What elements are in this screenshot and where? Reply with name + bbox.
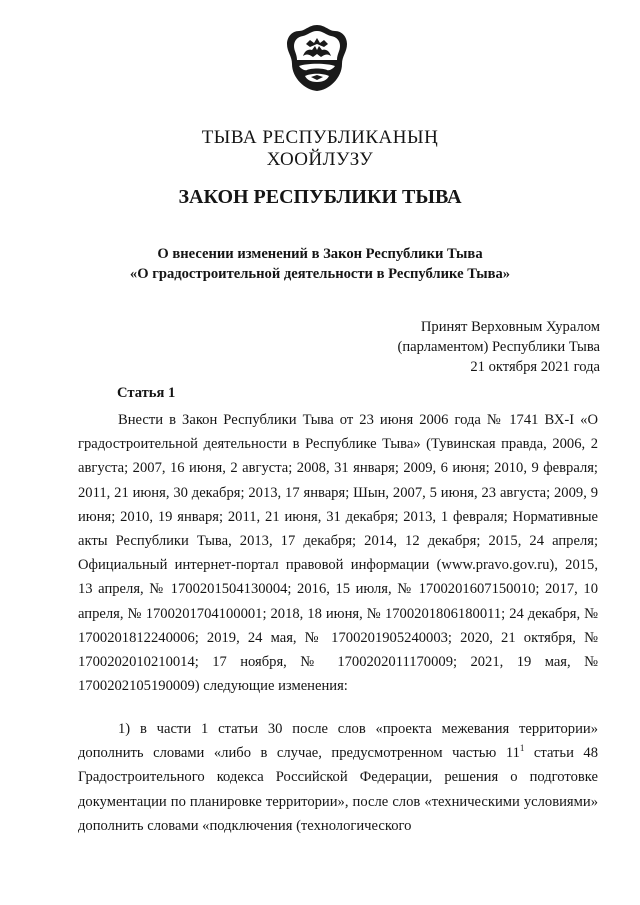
paragraph-2-text-start: 1) в части 1 статьи 30 после слов «проекта межевания территории» дополнить словами «либо в случае, предусмотренном частью 11 [78, 721, 598, 762]
header-line-2: ХООЙЛУЗУ [266, 149, 374, 170]
paragraph-2-superscript: 1 [519, 743, 525, 754]
law-title: ЗАКОН РЕСПУБЛИКИ ТЫВА [178, 186, 462, 208]
subtitle-line-2: «О градостроительной деятельности в Республике Тыва» [129, 266, 511, 282]
adopted-line-1: Принят Верховным Хуралом [420, 319, 600, 335]
paragraph-2-text-end: статьи 48 Градостроительного кодекса Российской Федерации, решения о подготовке документации по планировке территории», после слов «техническими условиями» дополнить словами «подключения (технологического [78, 745, 598, 834]
header-line-1: ТЫВА РЕСПУБЛИКАНЫҢ [201, 127, 439, 148]
article-paragraph-1: Внести в Закон Республики Тыва от 23 июня 2006 года № 1741 ВХ-I «О градостроительной деятельности в Республике Тыва» (Тувинская правда, 2006, 2 августа; 2007, 16 июня, 2 августа; 2008, 31 января; 2009, 6 июня; 2010, 9 февраля; 2011, 21 июня, 30 декабря; 2013, 17 января; Шын, 2007, 5 июня, 23 августа; 2009, 9 июня; 2010, 19 января; 2011, 21 июня, 31 декабря; 2013, 1 февраля; Нормативные акты Республики Тыва, 2013, 17 декабря; 2014, 12 декабря; 2015, 24 апреля; Официальный интернет-портал правовой информации (www.pravo.gov.ru), 2015, 13 апреля, № 1700201504130004; 2016, 15 июля, № 1700201607150010; 2017, 10 апреля, № 1700201704100001; 2018, 18 июня, № 1700201806180011; 24 декабря, № 1700201812240006; 2019, 24 мая, № 1700201905240003; 2020, 21 октября, № 1700202010210014; 17 ноября, № 1700202011170009; 2021, 19 мая, № 1700202105190009) следующие изменения: [78, 412, 598, 695]
coat-of-arms-icon [281, 22, 353, 94]
subtitle-line-1: О внесении изменений в Закон Республики Тыва [157, 246, 483, 262]
adopted-block [397, 317, 600, 377]
article-heading: Статья 1 [117, 385, 176, 401]
article-paragraph-2 [78, 717, 598, 838]
adopted-line-3: 21 октября 2021 года [470, 359, 600, 375]
adopted-line-2: (парламентом) Республики Тыва [397, 339, 600, 355]
